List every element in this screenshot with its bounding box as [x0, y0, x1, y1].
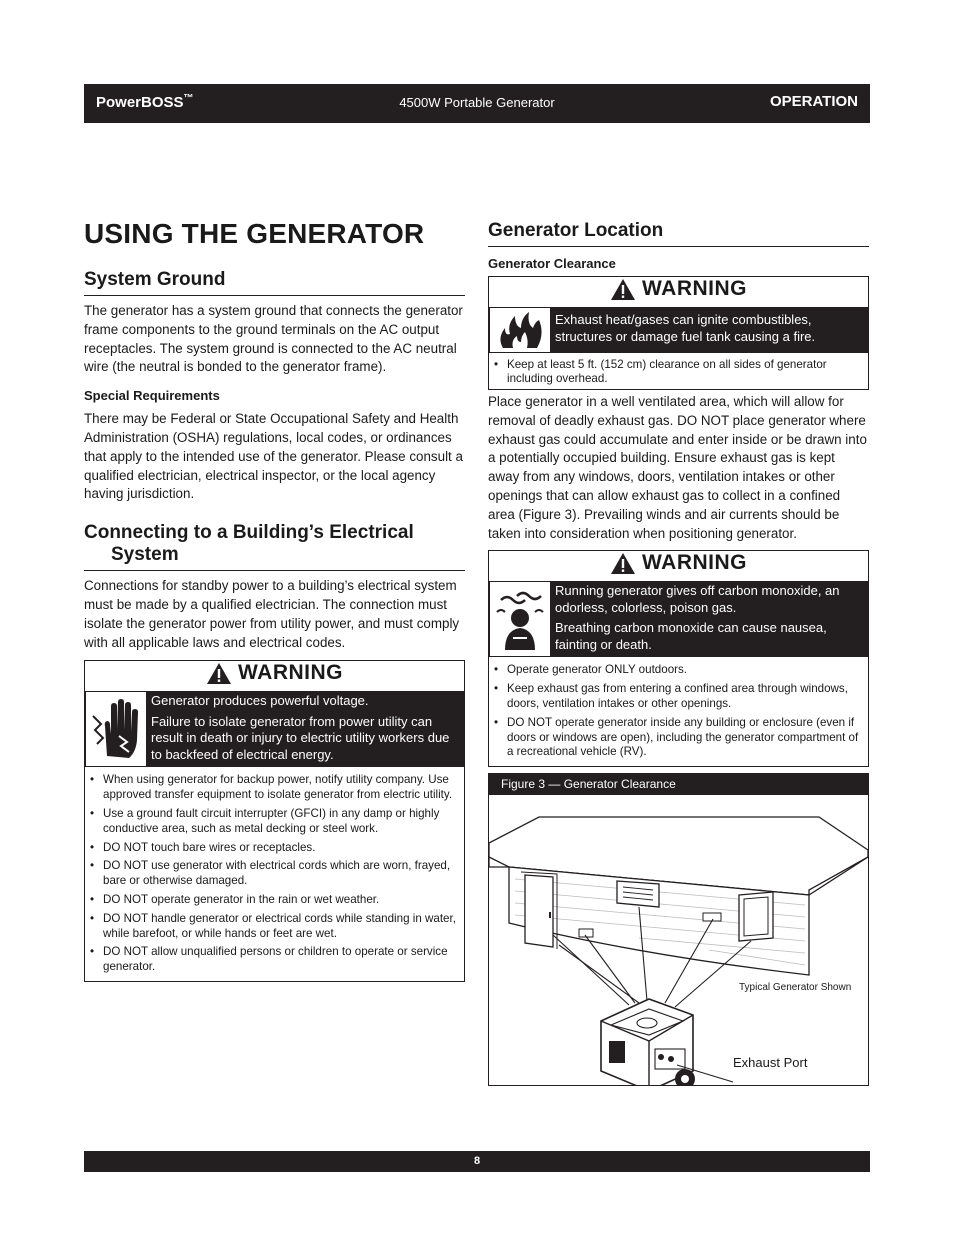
generator-location-heading: Generator Location [488, 220, 869, 247]
page-title: USING THE GENERATOR [84, 218, 425, 249]
special-requirements-heading: Special Requirements [84, 388, 220, 404]
section-name: OPERATION [769, 93, 858, 110]
warning-body [85, 691, 464, 767]
warning-triangle-icon [610, 552, 636, 575]
warning-bullet-list [489, 657, 868, 766]
list-item: • Operate generator ONLY outdoors. [507, 663, 862, 678]
location-body: Place generator in a well ventilated area, which will allow for removal of deadly exhaust gas. DO NOT place generator where exhaust gas could accumulate and enter inside or be drawn into a potentially occupied building. Ensure exhaust gas is kept away from any windows, doors, ventilation intakes or other openings that can allow exhaust gas to collect in a confined area (Figure 3). Prevailing winds and air currents should be taken into consideration when positioning generator. [488, 394, 867, 541]
list-item: • DO NOT handle generator or electrical cords while standing in water, while barefoot, or while hands or feet are wet. [103, 912, 458, 942]
list-item: • DO NOT operate generator in the rain or wet weather. [103, 893, 458, 908]
warning-bullet-list [489, 353, 868, 389]
warning-line: Failure to isolate generator from power utility can result in death or injury to electric utility workers due to backfeed of electrical energy. [151, 713, 450, 762]
warning-label: WARNING [642, 551, 747, 575]
list-item: • DO NOT operate generator inside any building or enclosure (even if doors or windows are open), including the generator compartment of a recreational vehicle (RV). [507, 716, 862, 760]
figure-caption: Figure 3 — Generator Clearance [489, 774, 868, 795]
house-generator-illustration [489, 795, 868, 1085]
list-item: • DO NOT touch bare wires or receptacles. [103, 841, 458, 856]
typical-generator-label: Typical Generator Shown [739, 982, 852, 994]
warning-text [147, 691, 464, 767]
warning-bullet-list [85, 767, 464, 981]
warning-triangle-icon [206, 662, 232, 685]
list-item: • When using generator for backup power, notify utility company. Use approved transfer equipment to isolate generator from electric utility. [103, 773, 458, 803]
warning-label: WARNING [238, 661, 343, 685]
warning-label: WARNING [642, 277, 747, 300]
warning-line: Exhaust heat/gases can ignite combustibles, structures or damage fuel tank causing a fire. [555, 312, 816, 344]
list-item: • Keep exhaust gas from entering a confined area through windows, doors, ventilation intakes or other openings. [507, 682, 862, 712]
list-item: • DO NOT use generator with electrical cords which are worn, frayed, bare or otherwise damaged. [103, 859, 458, 889]
warning-triangle-icon [610, 278, 636, 301]
system-ground-heading: System Ground [84, 269, 465, 296]
list-item: • DO NOT allow unqualified persons or children to operate or service generator. [103, 945, 458, 975]
connecting-heading: Connecting to a Building’s Electrical System [84, 522, 465, 571]
product-name: 4500W Portable Generator [399, 95, 555, 110]
generator-clearance-heading: Generator Clearance [488, 256, 616, 271]
warning-line: Breathing carbon monoxide can cause nausea, fainting or death. [555, 620, 827, 652]
warning-body [489, 307, 868, 353]
shock-warning-box [84, 660, 465, 982]
warning-header [85, 661, 464, 691]
warning-line: Running generator gives off carbon monoxide, an odorless, colorless, poison gas. [555, 583, 840, 615]
fire-warning-box [488, 276, 869, 390]
connecting-body: Connections for standby power to a building’s electrical system must be made by a qualified electrician. The connection must isolate the generator power from utility power, and must comply with all applicable laws and electrical codes. [84, 578, 460, 650]
warning-header [489, 551, 868, 581]
warning-header [489, 277, 868, 307]
fire-icon [489, 307, 551, 353]
system-ground-body: The generator has a system ground that connects the generator frame components to the ground terminals on the AC output receptacles. The system ground is connected to the AC neutral wire (the neutral is bonded to the generator frame). [84, 303, 463, 375]
right-column [488, 216, 869, 1086]
list-item: • Use a ground fault circuit interrupter (GFCI) in any damp or highly conductive area, such as metal decking or steel work. [103, 807, 458, 837]
warning-line: Generator produces powerful voltage. [151, 693, 369, 709]
header-bar [84, 84, 870, 123]
warning-text [551, 581, 868, 657]
special-requirements-body: There may be Federal or State Occupational Safety and Health Administration (OSHA) regulations, local codes, or ordinances that apply to the intended use of the generator. Please consult a qualified electrician, electrical inspector, or the local agency having jurisdiction. [84, 411, 463, 502]
exhaust-port-label: Exhaust Port [733, 1055, 808, 1071]
electric-shock-hand-icon [85, 691, 147, 767]
page-number: 8 [84, 1151, 870, 1172]
brand-logo: PowerBOSS™ [96, 93, 194, 111]
figure-generator-clearance [488, 773, 869, 1086]
co-warning-box [488, 550, 869, 767]
left-column [84, 216, 465, 982]
warning-text [551, 307, 868, 353]
list-item: • Keep at least 5 ft. (152 cm) clearance on all sides of generator including overhead. [507, 358, 862, 386]
toxic-fumes-icon [489, 581, 551, 657]
warning-body [489, 581, 868, 657]
